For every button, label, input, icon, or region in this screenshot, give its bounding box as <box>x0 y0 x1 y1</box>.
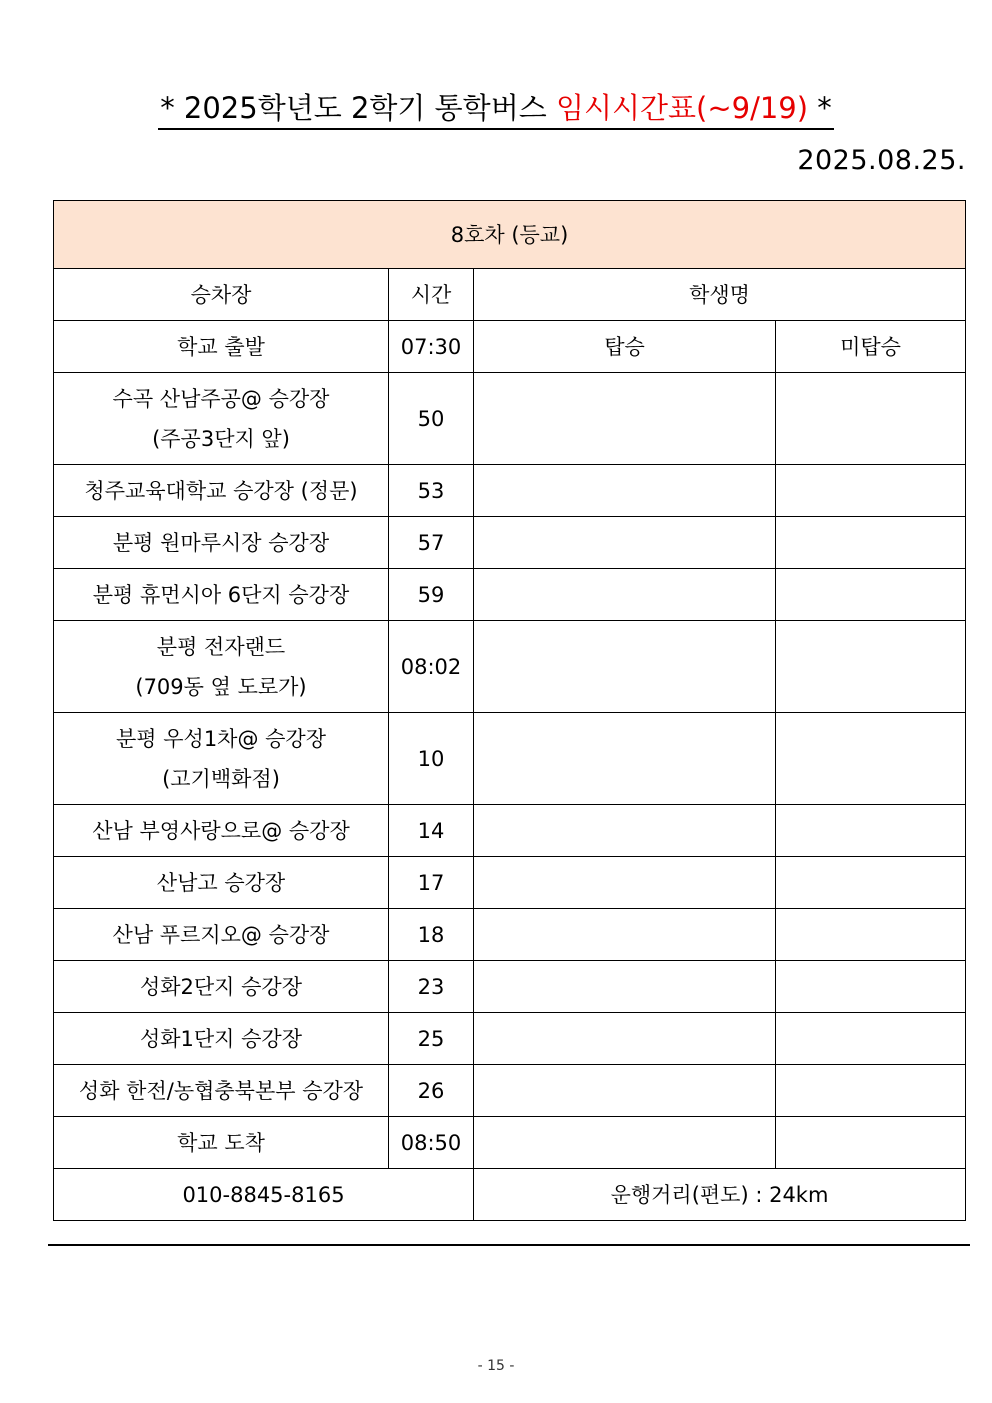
not-boarded-cell[interactable] <box>776 1117 966 1169</box>
not-boarded-cell[interactable] <box>776 961 966 1013</box>
bus-schedule-table <box>53 200 966 1221</box>
document-date: 2025.08.25. <box>797 145 966 176</box>
arrival-time: 08:50 <box>389 1117 474 1169</box>
route-distance: 운행거리(편도) : 24km <box>474 1169 966 1221</box>
stop-name-line1: 성화2단지 승강장 <box>139 974 303 999</box>
stop-name <box>54 517 389 569</box>
boarded-cell[interactable] <box>474 1013 776 1065</box>
boarded-cell[interactable] <box>474 857 776 909</box>
stop-name <box>54 1013 389 1065</box>
stop-name-line1: 산남 푸르지오@ 승강장 <box>112 922 330 947</box>
stop-name <box>54 373 389 465</box>
bus-header-row <box>54 201 966 269</box>
stop-row <box>54 961 966 1013</box>
header-boarded: 탑승 <box>474 321 776 373</box>
stop-name <box>54 1065 389 1117</box>
title-suffix: * <box>808 91 832 125</box>
stop-row <box>54 713 966 805</box>
header-time: 시간 <box>389 269 474 321</box>
not-boarded-cell[interactable] <box>776 1013 966 1065</box>
title-prefix: * 2025학년도 2학기 통학버스 <box>160 91 556 125</box>
bus-name: 8호차 (등교) <box>54 201 966 269</box>
departure-time: 07:30 <box>389 321 474 373</box>
not-boarded-cell[interactable] <box>776 1065 966 1117</box>
stop-name <box>54 713 389 805</box>
boarded-cell[interactable] <box>474 373 776 465</box>
header-not-boarded: 미탑승 <box>776 321 966 373</box>
document-title <box>0 88 992 130</box>
stop-time: 10 <box>389 713 474 805</box>
boarded-cell[interactable] <box>474 1117 776 1169</box>
boarded-cell[interactable] <box>474 909 776 961</box>
stop-name-line1: 성화 한전/농협충북본부 승강장 <box>78 1078 364 1103</box>
stop-name <box>54 909 389 961</box>
not-boarded-cell[interactable] <box>776 373 966 465</box>
stop-name-line2: (709동 옆 도로가) <box>135 674 307 699</box>
stop-row <box>54 857 966 909</box>
driver-phone: 010-8845-8165 <box>54 1169 474 1221</box>
stop-name-line1: 분평 우성1차@ 승강장 <box>116 726 326 751</box>
footer-row <box>54 1169 966 1221</box>
stop-name-line1: 수곡 산남주공@ 승강장 <box>112 386 330 411</box>
boarded-cell[interactable] <box>474 621 776 713</box>
arrival-stop: 학교 도착 <box>54 1117 389 1169</box>
stop-time: 23 <box>389 961 474 1013</box>
stop-time: 26 <box>389 1065 474 1117</box>
column-header-row <box>54 269 966 321</box>
stop-name-line1: 성화1단지 승강장 <box>139 1026 303 1051</box>
stop-time: 18 <box>389 909 474 961</box>
stop-name <box>54 465 389 517</box>
page-number: - 15 - <box>477 1358 515 1374</box>
stop-row <box>54 1013 966 1065</box>
not-boarded-cell[interactable] <box>776 713 966 805</box>
stop-name <box>54 569 389 621</box>
departure-row <box>54 321 966 373</box>
title-highlight: 임시시간표(~9/19) <box>555 91 809 125</box>
stop-time: 25 <box>389 1013 474 1065</box>
stop-name-line1: 청주교육대학교 승강장 (정문) <box>84 478 358 503</box>
boarded-cell[interactable] <box>474 1065 776 1117</box>
stop-name <box>54 857 389 909</box>
boarded-cell[interactable] <box>474 961 776 1013</box>
stop-name-line1: 분평 휴먼시아 6단지 승강장 <box>92 582 350 607</box>
stop-name-line1: 분평 원마루시장 승강장 <box>112 530 330 555</box>
not-boarded-cell[interactable] <box>776 517 966 569</box>
stop-name-line2: (주공3단지 앞) <box>152 426 290 451</box>
boarded-cell[interactable] <box>474 805 776 857</box>
stop-time: 59 <box>389 569 474 621</box>
stop-row <box>54 465 966 517</box>
bottom-rule <box>48 1244 970 1246</box>
stop-name-line2: (고기백화점) <box>162 766 280 791</box>
stop-name-line1: 산남 부영사랑으로@ 승강장 <box>92 818 350 843</box>
header-stop: 승차장 <box>54 269 389 321</box>
boarded-cell[interactable] <box>474 569 776 621</box>
stop-time: 57 <box>389 517 474 569</box>
departure-stop: 학교 출발 <box>54 321 389 373</box>
not-boarded-cell[interactable] <box>776 909 966 961</box>
not-boarded-cell[interactable] <box>776 857 966 909</box>
header-students: 학생명 <box>474 269 966 321</box>
stop-name <box>54 621 389 713</box>
not-boarded-cell[interactable] <box>776 569 966 621</box>
stop-row <box>54 517 966 569</box>
stop-time: 14 <box>389 805 474 857</box>
stop-time: 53 <box>389 465 474 517</box>
boarded-cell[interactable] <box>474 465 776 517</box>
stop-row <box>54 621 966 713</box>
stop-row <box>54 1065 966 1117</box>
boarded-cell[interactable] <box>474 517 776 569</box>
stop-row <box>54 805 966 857</box>
stop-time: 17 <box>389 857 474 909</box>
stop-name-line1: 산남고 승강장 <box>156 870 286 895</box>
stop-row <box>54 373 966 465</box>
stop-time: 50 <box>389 373 474 465</box>
not-boarded-cell[interactable] <box>776 621 966 713</box>
stop-name <box>54 805 389 857</box>
stop-row <box>54 909 966 961</box>
not-boarded-cell[interactable] <box>776 805 966 857</box>
stop-row <box>54 569 966 621</box>
arrival-row <box>54 1117 966 1169</box>
stop-time: 08:02 <box>389 621 474 713</box>
stop-name <box>54 961 389 1013</box>
boarded-cell[interactable] <box>474 713 776 805</box>
title-underlined <box>158 88 834 130</box>
not-boarded-cell[interactable] <box>776 465 966 517</box>
stop-name-line1: 분평 전자랜드 <box>156 634 286 659</box>
